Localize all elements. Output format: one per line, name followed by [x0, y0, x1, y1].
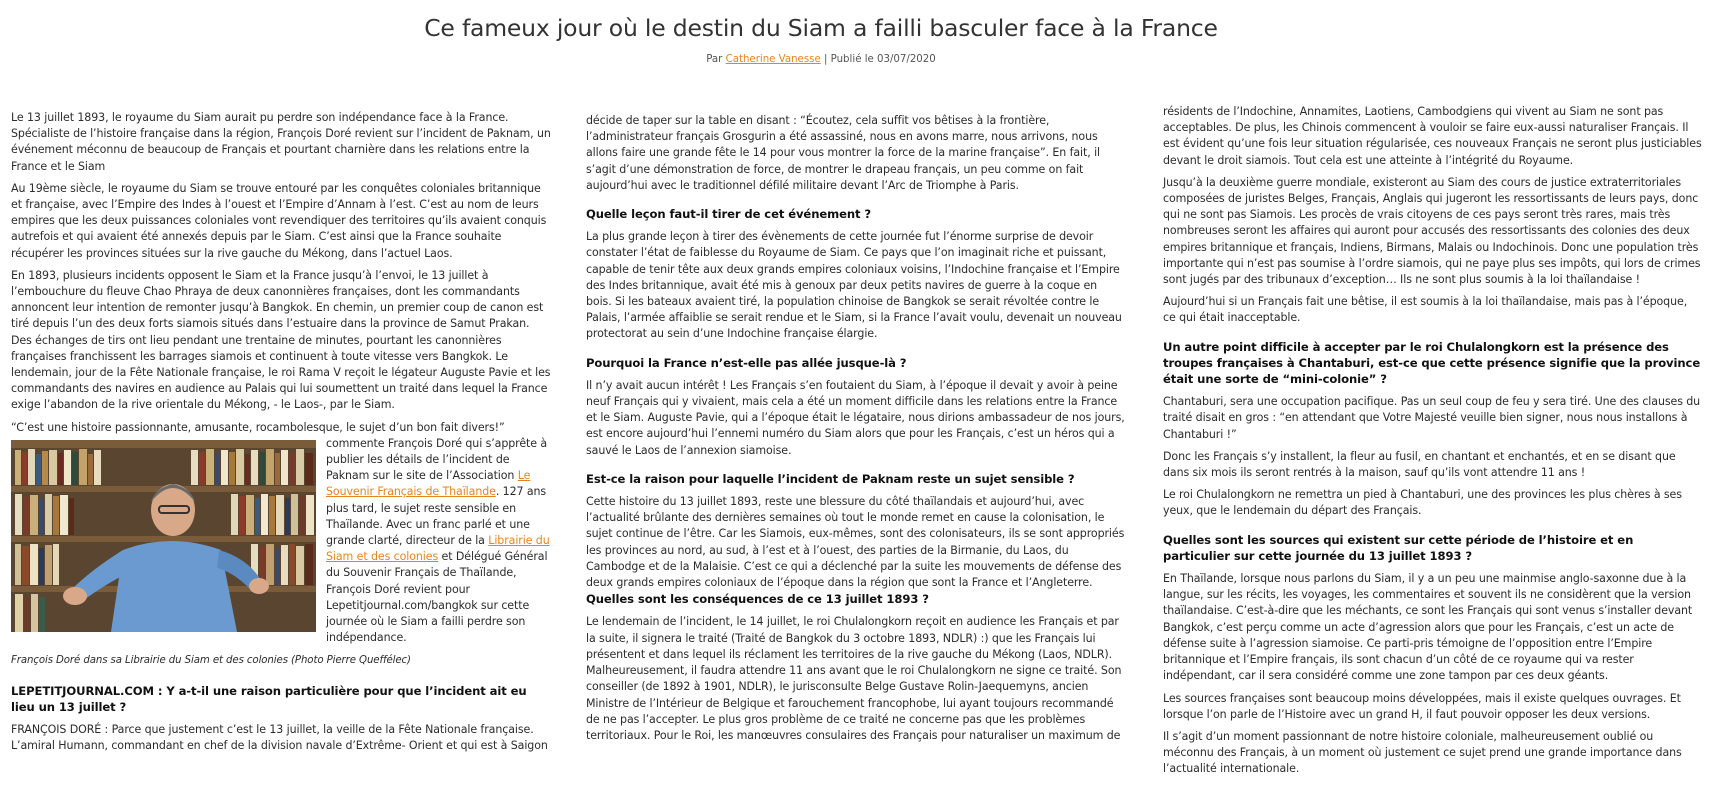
bookshelf-photo-image [11, 440, 316, 632]
quote-text-c: et Délégué Général du Souvenir Français de Thaïlande, François Doré revient pour Lepetitjournal.com/bangkok sur cette journée où le Siam a failli perdre son indépendance. [326, 550, 548, 645]
question-heading: Un autre point difficile à accepter par le roi Chulalongkorn est la présence des troupes françaises à Chantaburi, est-ce que cette présence signifie que la province était une sorte de “mini-colonie” ? [1163, 339, 1701, 387]
paragraph: En Thaïlande, lorsque nous parlons du Siam, il y a un peu une mainmise anglo-saxonne due à la langue, sur les récits, les voyages, les commentaires et souvent ils ne considèrent que la version thaïlandaise. C’est-à-dire que les méchants, ce sont les Français qui sont venus s’installer devant Bangkok, c’est perçu comme un acte d’agression alors que pour les Français, c’est un acte de défense suite à l’agression siamoise. Ce parti-pris témoigne de l’opposition entre l’Empire britannique et l’Empire français, ils sont chacun d’un côté de ce royaume qui va rester indépendant, car il sera considéré comme une zone tampon par ces deux géants. [1163, 572, 1693, 683]
byline-prefix: Par [706, 54, 723, 65]
byline [0, 54, 1642, 65]
column-2 [586, 113, 1126, 750]
paragraph: La plus grande leçon à tirer des évènements de cette journée fut l’énorme surprise de devoir constater l’état de faiblesse du Royaume de Siam. Ce pays que l’on imaginait riche et puissant, capable de tenir tête aux deux grands empires coloniaux voisins, l’Indochine française et l’Empire des Indes britannique, avait été mis à genoux par deux petits navires de guerre à la coque en bois. Si les bateaux avaient tiré, la population chinoise de Bangkok se serait révoltée contre le Palais, l’armée affaiblie se serait rendue et le Siam, si la France l’avait voulu, devenait un nouveau protectorat au sein d’une Indochine française élargie. [586, 230, 1122, 341]
intro-paragraph: Le 13 juillet 1893, le royaume du Siam aurait pu perdre son indépendance face à la France. Spécialiste de l’histoire française dans la région, François Doré revient sur l’incident de Paknam, un événement méconnu de beaucoup de Français et pourtant charnière dans les relations entre la France et le Siam [11, 111, 551, 173]
paragraph: Au 19ème siècle, le royaume du Siam se trouve entouré par les conquêtes coloniales britannique et française, avec l’Empire des Indes à l’ouest et l’Empire d’Annam à l’est. C’est au nom de leurs empires que les deux puissances coloniales vont revendiquer des territoires qu’ils avaient conquis autrefois et qui avaient été annexés depuis par le Siam. C’est ainsi que la France souhaite récupérer les provinces situées sur la rive gauche du Mékong, dans l’actuel Laos. [11, 181, 547, 260]
paragraph: Le roi Chulalongkorn ne remettra un pied à Chantaburi, une des provinces les plus chères à ses yeux, que le lendemain du départ des Français. [1163, 488, 1682, 518]
question-heading: Quelle leçon faut-il tirer de cet événement ? [586, 207, 872, 222]
paragraph: Cette histoire du 13 juillet 1893, reste une blessure du côté thaïlandais et aujourd’hui, avec l’actualité brûlante des dernières semaines où tout le monde remet en cause la colonisation, le sujet continue de l’être. Car les Siamois, eux-mêmes, sont des colonisateurs, ils se sont appropriés les provinces au nord, au sud, à l’est et à l’ouest, des parties de la Birmanie, du Laos, du Cambodge et de la Malaisie. C’est ce qui a déclenché par la suite les mouvements de défense des deux grands empires coloniaux de l’époque dans la région que sont la France et l’Angleterre. [586, 495, 1125, 590]
photo-caption: François Doré dans sa Librairie du Siam et des colonies (Photo Pierre Queffélec) [11, 654, 411, 666]
question-heading: LEPETITJOURNAL.COM : Y a-t-il une raison particulière pour que l’incident ait eu lieu un 13 juillet ? [11, 683, 527, 714]
paragraph: résidents de l’Indochine, Annamites, Laotiens, Cambodgiens qui vivent au Siam ne sont pas acceptables. De plus, les Chinois commencent à vouloir se faire eux-aussi naturaliser Français. Il est évident qu’une fois leur situation régularisée, ces nouveaux Français ne seront plus justiciables devant le droit siamois. Tout cela est une atteinte à l’intégrité du Royaume. [1163, 105, 1702, 167]
article-title: Ce fameux jour où le destin du Siam a failli basculer face à la France [424, 14, 1218, 42]
quote-paragraph: “C’est une histoire passionnante, amusante, rocambolesque, le sujet d’un bon fait divers!” [11, 420, 505, 434]
photo-francois-dore [11, 440, 316, 632]
author-link[interactable]: Catherine Vanesse [725, 54, 821, 65]
paragraph: décide de taper sur la table en disant : “Écoutez, cela suffit vos bêtises à la frontière, l’administrateur français Grosgurin a été assassiné, nous en avons marre, nous arrivons, nous allons faire une grande fête le 14 pour vous montrer la force de la marine française”. En fait, il s’agit d’une démonstration de force, de montrer le drapeau français, un peu comme on fait aujourd’hui avec le traditionnel défilé militaire devant l’Arc de Triomphe à Paris. [586, 114, 1101, 192]
column-3 [1163, 104, 1703, 784]
quote-text-a: commente François Doré qui s’apprête à publier les détails de l’incident de Paknam sur le site de l’Association [326, 436, 548, 483]
question-heading: Quelles sont les conséquences de ce 13 juillet 1893 ? [586, 592, 929, 607]
question-heading: Pourquoi la France n’est-elle pas allée jusque-là ? [586, 355, 907, 370]
quote-text-b: . 127 ans plus tard, le sujet reste sensible en Thaïlande. Avec un franc parlé et une grande clarté, directeur de la [326, 485, 547, 548]
answer-paragraph: FRANÇOIS DORÉ : Parce que justement c’est le 13 juillet, la veille de la Fête Nationale française. L’amiral Humann, commandant en chef de la division navale d’Extrême- Orient et qui est à Saigon [11, 723, 548, 753]
paragraph: Aujourd’hui si un Français fait une bêtise, il est soumis à la loi thaïlandaise, mais pas à l’époque, ce qui était inacceptable. [1163, 295, 1688, 325]
paragraph: En 1893, plusieurs incidents opposent le Siam et la France jusqu’à l’envoi, le 13 juillet à l’embouchure du fleuve Chao Phraya de deux canonnières françaises, dont les commandants annoncent leur intention de remonter jusqu’à Bangkok. En chemin, un premier coup de canon est tiré depuis l’un des deux forts siamois situés dans l’estuaire dans la province de Samut Prakan. Des échanges de tirs ont lieu pendant une trentaine de minutes, pourtant les canonnières françaises franchissent les barrages siamois et continuent à toute vitesse vers Bangkok. Le lendemain, jour de la Fête Nationale française, le roi Rama V reçoit le légateur Auguste Pavie et les commandants des navires en audience au Palais qui lui soumettent un traité dans lequel la France exige l’abandon de la rive orientale du Mékong, - le Laos-, par le Siam. [11, 268, 551, 412]
souvenir-francais-link[interactable]: Le Souvenir Français de Thaïlande [326, 469, 531, 499]
paragraph: Le lendemain de l’incident, le 14 juillet, le roi Chulalongkorn reçoit en audience les Français et par la suite, il signera le traité (Traité de Bangkok du 3 octobre 1893, NDLR) :) que les Français lui présentent et dans lequel ils réclament les territoires de la rive gauche du Mékong (Laos, NDLR). Malheureusement, il faudra attendre 11 ans avant que le roi Chulalongkorn ne signe ce traité. Son conseiller (de 1892 à 1901, NDLR), le jurisconsulte Belge Gustave Rolin-Jaequemyns, ancien Ministre de l’Intérieur de Belgique et farouchement francophobe, lui ayant toujours recommandé de ne pas l’accepter. Le plus gros problème de ce traité ne concerne pas que les problèmes territoriaux. Pour le Roi, les manœuvres consulaires des Français pour naturaliser un maximum de [586, 615, 1122, 742]
question-heading: Quelles sont les sources qui existent sur cette période de l’histoire et en particulier sur cette journée du 13 juillet 1893 ? [1163, 532, 1634, 563]
question-heading: Est-ce la raison pour laquelle l’incident de Paknam reste un sujet sensible ? [586, 471, 1075, 486]
publish-date: | Publié le 03/07/2020 [823, 54, 936, 65]
paragraph: Chantaburi, sera une occupation pacifique. Pas un seul coup de feu y sera tiré. Une des clauses du traité disait en gros : “en attendant que Votre Majesté veuille bien signer, nous nous installons à Chantaburi !” [1163, 395, 1701, 441]
paragraph: Jusqu’à la deuxième guerre mondiale, existeront au Siam des cours de justice extraterritoriales composées de juristes Belges, Français, Anglais qui jugeront les ressortissants de leurs pays, donc qui ne sont pas Siamois. Les procès de vrais citoyens de ces pays seront très rares, mais très nombreuses seront les affaires qui auront pour accusés des ressortissants des colonies des deux empires britannique et français, Indiens, Birmans, Malais ou Indochinois. Donc une population très importante qui n’est pas soumise à l’ordre siamois, qui ne paye plus ses impôts, qui lors de crimes sont jugés par des tribunaux d’exception… Ils ne sont plus soumis à la loi thaïlandaise ! [1163, 175, 1701, 287]
paragraph: Donc les Français s’y installent, la fleur au fusil, en chantant et enchantés, et en se disant que dans six mois ils seront rentrés à la maison, sauf qu’ils vont attendre 11 ans ! [1163, 449, 1676, 480]
paragraph: Il s’agit d’un moment passionnant de notre histoire coloniale, malheureusement oublié ou méconnu des Français, à un moment où justement ce sujet prend une grande importance dans l’actualité internationale. [1163, 729, 1682, 776]
paragraph: Les sources françaises sont beaucoup moins développées, mais il existe quelques ouvrages. Et lorsque l’on parle de l’Histoire avec un grand H, il faut pouvoir opposer les deux versions. [1163, 691, 1681, 721]
librairie-siam-link[interactable]: Librairie du Siam et des colonies [326, 534, 550, 564]
column-1 [11, 110, 551, 761]
paragraph: Il n’y avait aucun intérêt ! Les Français s’en foutaient du Siam, à l’époque il devait y avoir à peine neuf Français qui y vivaient, mais cela a été un moment difficile dans les relations entre la France et le Siam. Auguste Pavie, qui a l’époque était le légataire, nous dirions ambassadeur de nos jours, est encore aujourd’hui l’ennemi numéro du Siam alors que pour les Français, c’est un héros qui a sauvé le Laos de l’annexion siamoise. [586, 378, 1125, 457]
